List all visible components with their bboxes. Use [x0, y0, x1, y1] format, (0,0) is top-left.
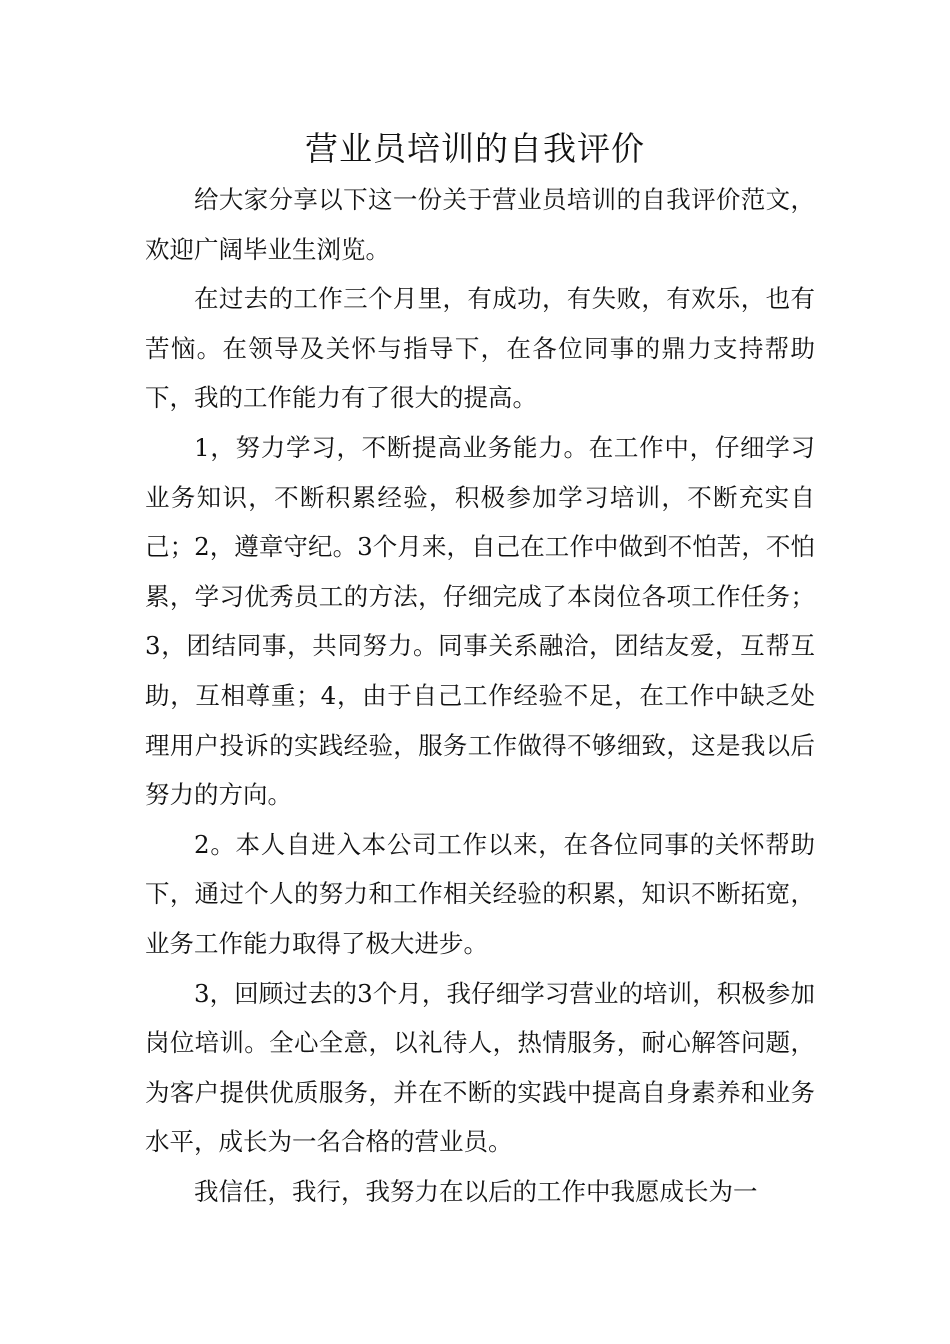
- paragraph-closing: 我信任，我行，我努力在以后的工作中我愿成长为一: [194, 1176, 758, 1206]
- paragraph-intro: 给大家分享以下这一份关于营业员培训的自我评价范文，欢迎广阔毕业生浏览。: [145, 185, 815, 264]
- paragraph-point-1: 1，努力学习，不断提高业务能力。在工作中，仔细学习业务知识，不断积累经验，积极参加学习培训，不断充实自己；2，遵章守纪。3个月来，自己在工作中做到不怕苦，不怕累，学习优秀员工的方法，仔细完成了本岗位各项工作任务；3，团结同事，共同努力。同事关系融洽，团结友爱，互帮互助，互相尊重；4，由于自己工作经验不足，在工作中缺乏处理用户投诉的实践经验，服务工作做得不够细致，这是我以后努力的方向。: [145, 432, 815, 810]
- paragraph-overview: 在过去的工作三个月里，有成功，有失败，有欢乐，也有苦恼。在领导及关怀与指导下，在各位同事的鼎力支持帮助下，我的工作能力有了很大的提高。: [145, 284, 815, 413]
- paragraph-point-3: 3，回顾过去的3个月，我仔细学习营业的培训，积极参加岗位培训。全心全意，以礼待人，热情服务，耐心解答问题，为客户提供优质服务，并在不断的实践中提高自身素养和业务水平，成长为一名合格的营业员。: [145, 978, 815, 1157]
- document-title: 营业员培训的自我评价: [305, 129, 645, 168]
- paragraph-point-2: 2。本人自进入本公司工作以来，在各位同事的关怀帮助下，通过个人的努力和工作相关经验的积累，知识不断拓宽，业务工作能力取得了极大进步。: [145, 829, 815, 958]
- document-body: [145, 175, 815, 1216]
